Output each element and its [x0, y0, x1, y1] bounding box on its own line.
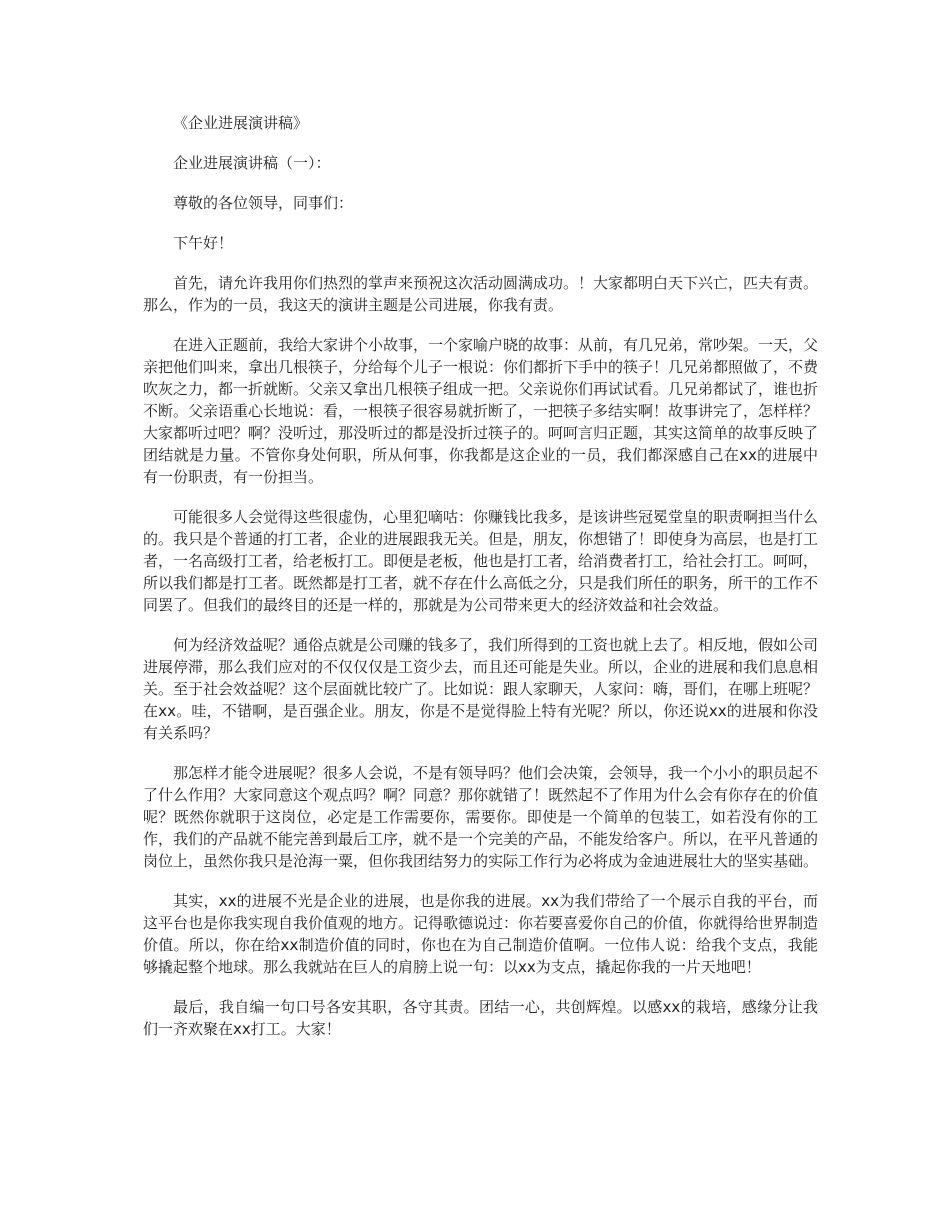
document-title: 《企业进展演讲稿》 [173, 114, 309, 132]
salutation: 尊敬的各位领导，同事们： [173, 194, 354, 212]
paragraph-2: 在进入正题前，我给大家讲个小故事，一个家喻户晓的故事：从前，有几兄弟，常吵架。一天，父亲把他们叫来，拿出几根筷子，分给每个儿子一根说：你们都折下手中的筷子！几兄弟都照做了，不费吹灰之力，都一折就断。父亲又拿出几根筷子组成一把。父亲说你们再试试看。几兄弟都试了，谁也折不断。父亲语重心长地说：看，一根筷子很容易就折断了，一把筷子多结实啊！故事讲完了，怎样样？大家都听过吧？啊？没听过，那没听过的都是没折过筷子的。呵呵言归正题，其实这简单的故事反映了团结就是力量。不管你身处何职，所从何事，你我都是这企业的一员，我们都深感自己在xx的进展中有一份职责，有一份担当。 [143, 336, 819, 486]
paragraph-3: 可能很多人会觉得这些很虚伪，心里犯嘀咕：你赚钱比我多，是该讲些冠冕堂皇的职责啊担当什么的。我只是个普通的打工者，企业的进展跟我无关。但是，朋友，你想错了！即使身为高层，也是打工者，一名高级打工者，给老板打工。即便是老板，他也是打工者，给消费者打工，给社会打工。呵呵，所以我们都是打工者。既然都是打工者，就不存在什么高低之分，只是我们所任的职务，所干的工作不同罢了。但我们的最终目的还是一样的，那就是为公司带来更大的经济效益和社会效益。 [143, 508, 819, 614]
paragraph-5: 那怎样才能令进展呢？很多人会说，不是有领导吗？他们会决策，会领导，我一个小小的职员起不了什么作用？大家同意这个观点吗？啊？同意？那你就错了！既然起不了作用为什么会有你存在的价值呢？既然你就职于这岗位，必定是工作需要你，需要你。即使是一个简单的包装工，如若没有你的工作，我们的产品就不能完善到最后工序，就不是一个完美的产品，不能发给客户。所以，在平凡普通的岗位上，虽然你我只是沧海一粟，但你我团结努力的实际工作行为必将成为金迪进展壮大的坚实基础。 [143, 764, 819, 870]
paragraph-4: 何为经济效益呢？通俗点就是公司赚的钱多了，我们所得到的工资也就上去了。相反地，假如公司进展停滞，那么我们应对的不仅仅仅是工资少去，而且还可能是失业。所以，企业的进展和我们息息相关。至于社会效益呢？这个层面就比较广了。比如说：跟人家聊天，人家问：嗨，哥们，在哪上班呢？在xx。哇，不错啊，是百强企业。朋友，你是不是觉得脸上特有光呢？所以，你还说xx的进展和你没有关系吗？ [143, 636, 819, 742]
document-subtitle: 企业进展演讲稿（一）： [173, 154, 331, 172]
paragraph-6: 其实，xx的进展不光是企业的进展，也是你我的进展。xx为我们带给了一个展示自我的平台，而这平台也是你我实现自我价值观的地方。记得歌德说过：你若要喜爱你自己的价值，你就得给世界制造价值。所以，你在给xx制造价值的同时，你也在为自己制造价值啊。一位伟人说：给我个支点，我能够撬起整个地球。那么我就站在巨人的肩膀上说一句：以xx为支点，撬起你我的一片天地吧！ [143, 892, 819, 976]
paragraph-1: 首先，请允许我用你们热烈的掌声来预祝这次活动圆满成功。！大家都明白天下兴亡，匹夫有责。那么，作为的一员，我这天的演讲主题是公司进展，你我有责。 [143, 274, 819, 314]
document-page [143, 112, 818, 1040]
greeting: 下午好！ [173, 234, 234, 252]
paragraph-7: 最后，我自编一句口号各安其职，各守其责。团结一心，共创辉煌。以感xx的栽培，感缘分让我们一齐欢聚在xx打工。大家！ [143, 998, 818, 1038]
